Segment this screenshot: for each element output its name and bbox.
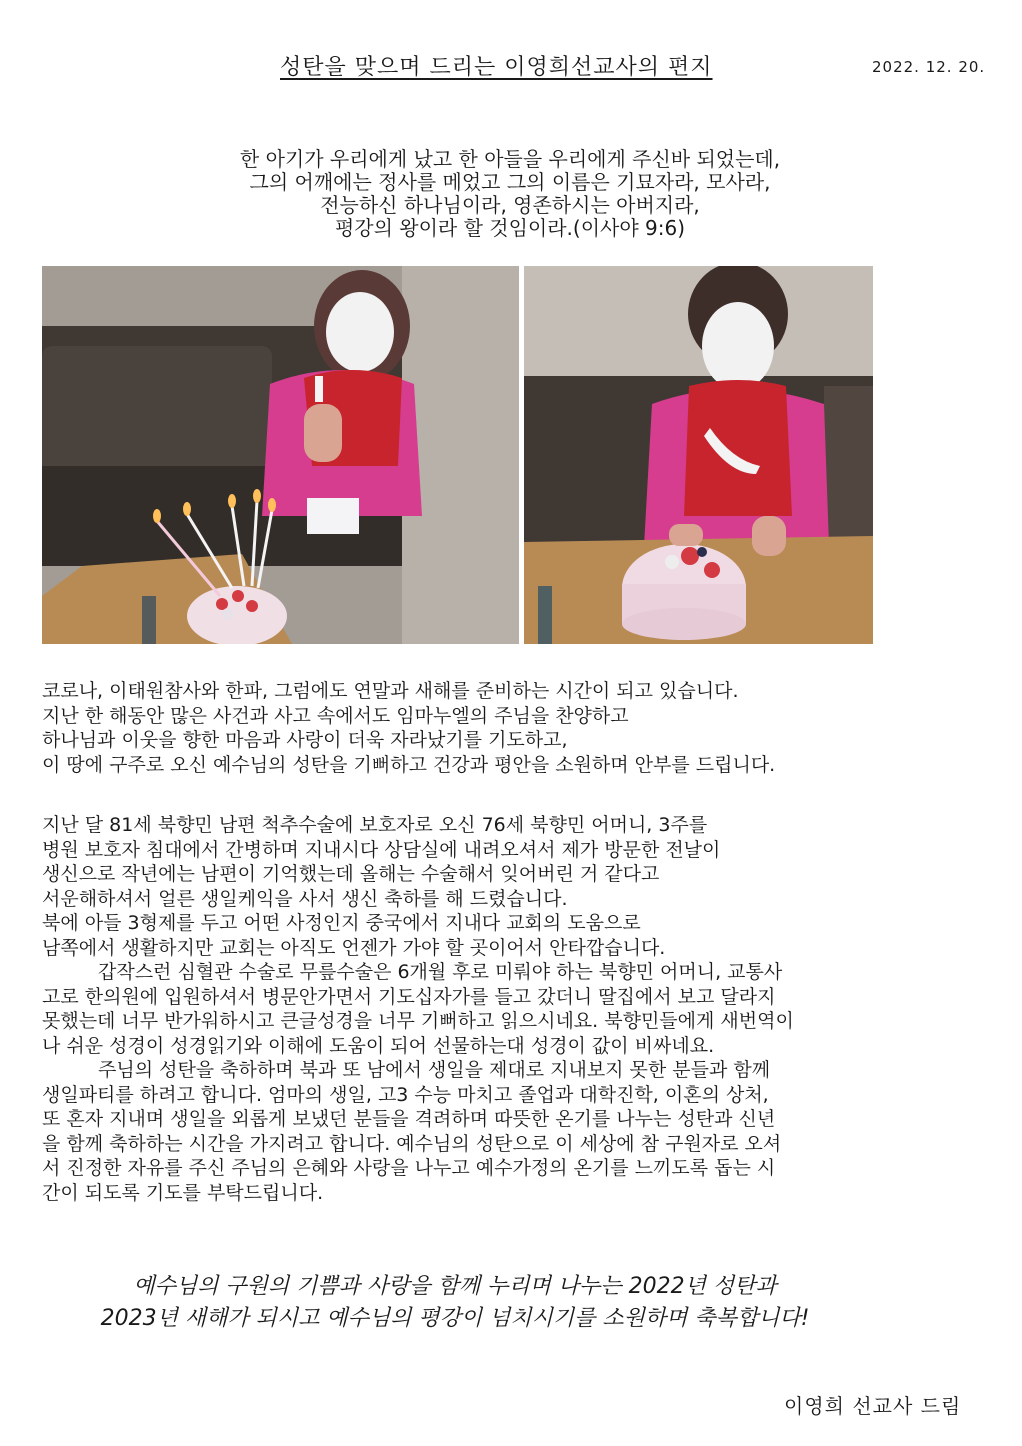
text-line: 북에 아들 3형제를 두고 어떤 사정인지 중국에서 지내다 교회의 도움으로 [42, 912, 641, 934]
letter-title: 성탄을 맞으며 드리는 이영희선교사의 편지 [280, 55, 713, 80]
text-line: 을 함께 축하하는 시간을 가지려고 합니다. 예수님의 성탄으로 이 세상에 참 구원자로 오셔 [42, 1132, 782, 1155]
birthday-photo-right [524, 266, 873, 644]
text-line: 서 진정한 자유를 주신 주님의 은혜와 사랑을 나누고 예수가정의 온기를 느끼도록 돕는 시 [42, 1157, 776, 1179]
closing-line: 예수님의 구원의 기쁨과 사랑을 함께 누리며 나누는 2022년 성탄과 [133, 1274, 777, 1299]
closing-line: 2023년 새해가 되시고 예수님의 평강이 넘치시기를 소원하며 축복합니다! [100, 1306, 810, 1331]
text-line: 주님의 성탄을 축하하며 북과 또 남에서 생일을 제대로 지내보지 못한 분들과 함께 [98, 1059, 771, 1081]
letter-date: 2022. 12. 20. [872, 58, 986, 76]
signature: 이영희 선교사 드림 [784, 1394, 962, 1418]
paragraph-greeting [42, 679, 990, 777]
text-line: 지난 한 해동안 많은 사건과 사고 속에서도 임마누엘의 주님을 찬양하고 [42, 704, 629, 727]
verse-line: 한 아기가 우리에게 났고 한 아들을 우리에게 주신바 되었는데, [239, 147, 781, 171]
text-line: 갑작스런 심혈관 수술로 무릎수술은 6개월 후로 미뤄야 하는 북향민 어머니, 교통사 [98, 961, 783, 983]
text-line: 이 땅에 구주로 오신 예수님의 성탄을 기뻐하고 건강과 평안을 소원하며 안부를 드립니다. [42, 753, 776, 776]
text-line: 하나님과 이웃을 향한 마음과 사랑이 더욱 자라났기를 기도하고, [42, 729, 568, 751]
paragraph-news [42, 813, 990, 1205]
text-line: 남쪽에서 생활하지만 교회는 아직도 언젠가 가야 할 곳이어서 안타깝습니다. [42, 936, 666, 959]
text-line: 지난 달 81세 북향민 남편 척추수술에 보호자로 오신 76세 북향민 어머니, 3주를 [42, 814, 708, 836]
text-line: 병원 보호자 침대에서 간병하며 지내시다 상담실에 내려오셔서 제가 방문한 전날이 [42, 838, 721, 861]
text-line: 못했는데 너무 반가워하시고 큰글성경을 너무 기뻐하고 읽으시네요. 북향민들에게 새번역이 [42, 1010, 794, 1032]
verse-line: 평강의 왕이라 할 것임이라.(이사야 9:6) [334, 216, 686, 240]
verse-line: 그의 어깨에는 정사를 메었고 그의 이름은 기묘자라, 모사라, [249, 170, 771, 194]
text-line: 코로나, 이태원참사와 한파, 그럼에도 연말과 새해를 준비하는 시간이 되고 있습니다. [42, 680, 739, 702]
text-line: 생신으로 작년에는 남편이 기억했는데 올해는 수술해서 잊어버린 거 같다고 [42, 863, 660, 885]
text-line: 또 혼자 지내며 생일을 외롭게 보냈던 분들을 격려하며 따뜻한 온기를 나누는 성탄과 신년 [42, 1108, 776, 1130]
text-line: 고로 한의원에 입원하셔서 병문안가면서 기도십자가를 들고 갔더니 딸집에서 보고 달라지 [42, 985, 776, 1008]
birthday-photo-left [42, 266, 519, 644]
text-line: 간이 되도록 기도를 부탁드립니다. [42, 1181, 324, 1204]
text-line: 나 쉬운 성경이 성경읽기와 이해에 도움이 되어 선물하는대 성경이 값이 비싸네요. [42, 1034, 715, 1057]
text-line: 생일파티를 하려고 합니다. 엄마의 생일, 고3 수능 마치고 졸업과 대학진학, 이혼의 상처, [42, 1083, 769, 1106]
closing-blessing [30, 1271, 880, 1335]
text-line: 서운해하셔서 얼른 생일케익을 사서 생신 축하를 해 드렸습니다. [42, 887, 568, 910]
verse-line: 전능하신 하나님이라, 영존하시는 아버지라, [320, 193, 700, 217]
scripture-verse [100, 148, 920, 240]
